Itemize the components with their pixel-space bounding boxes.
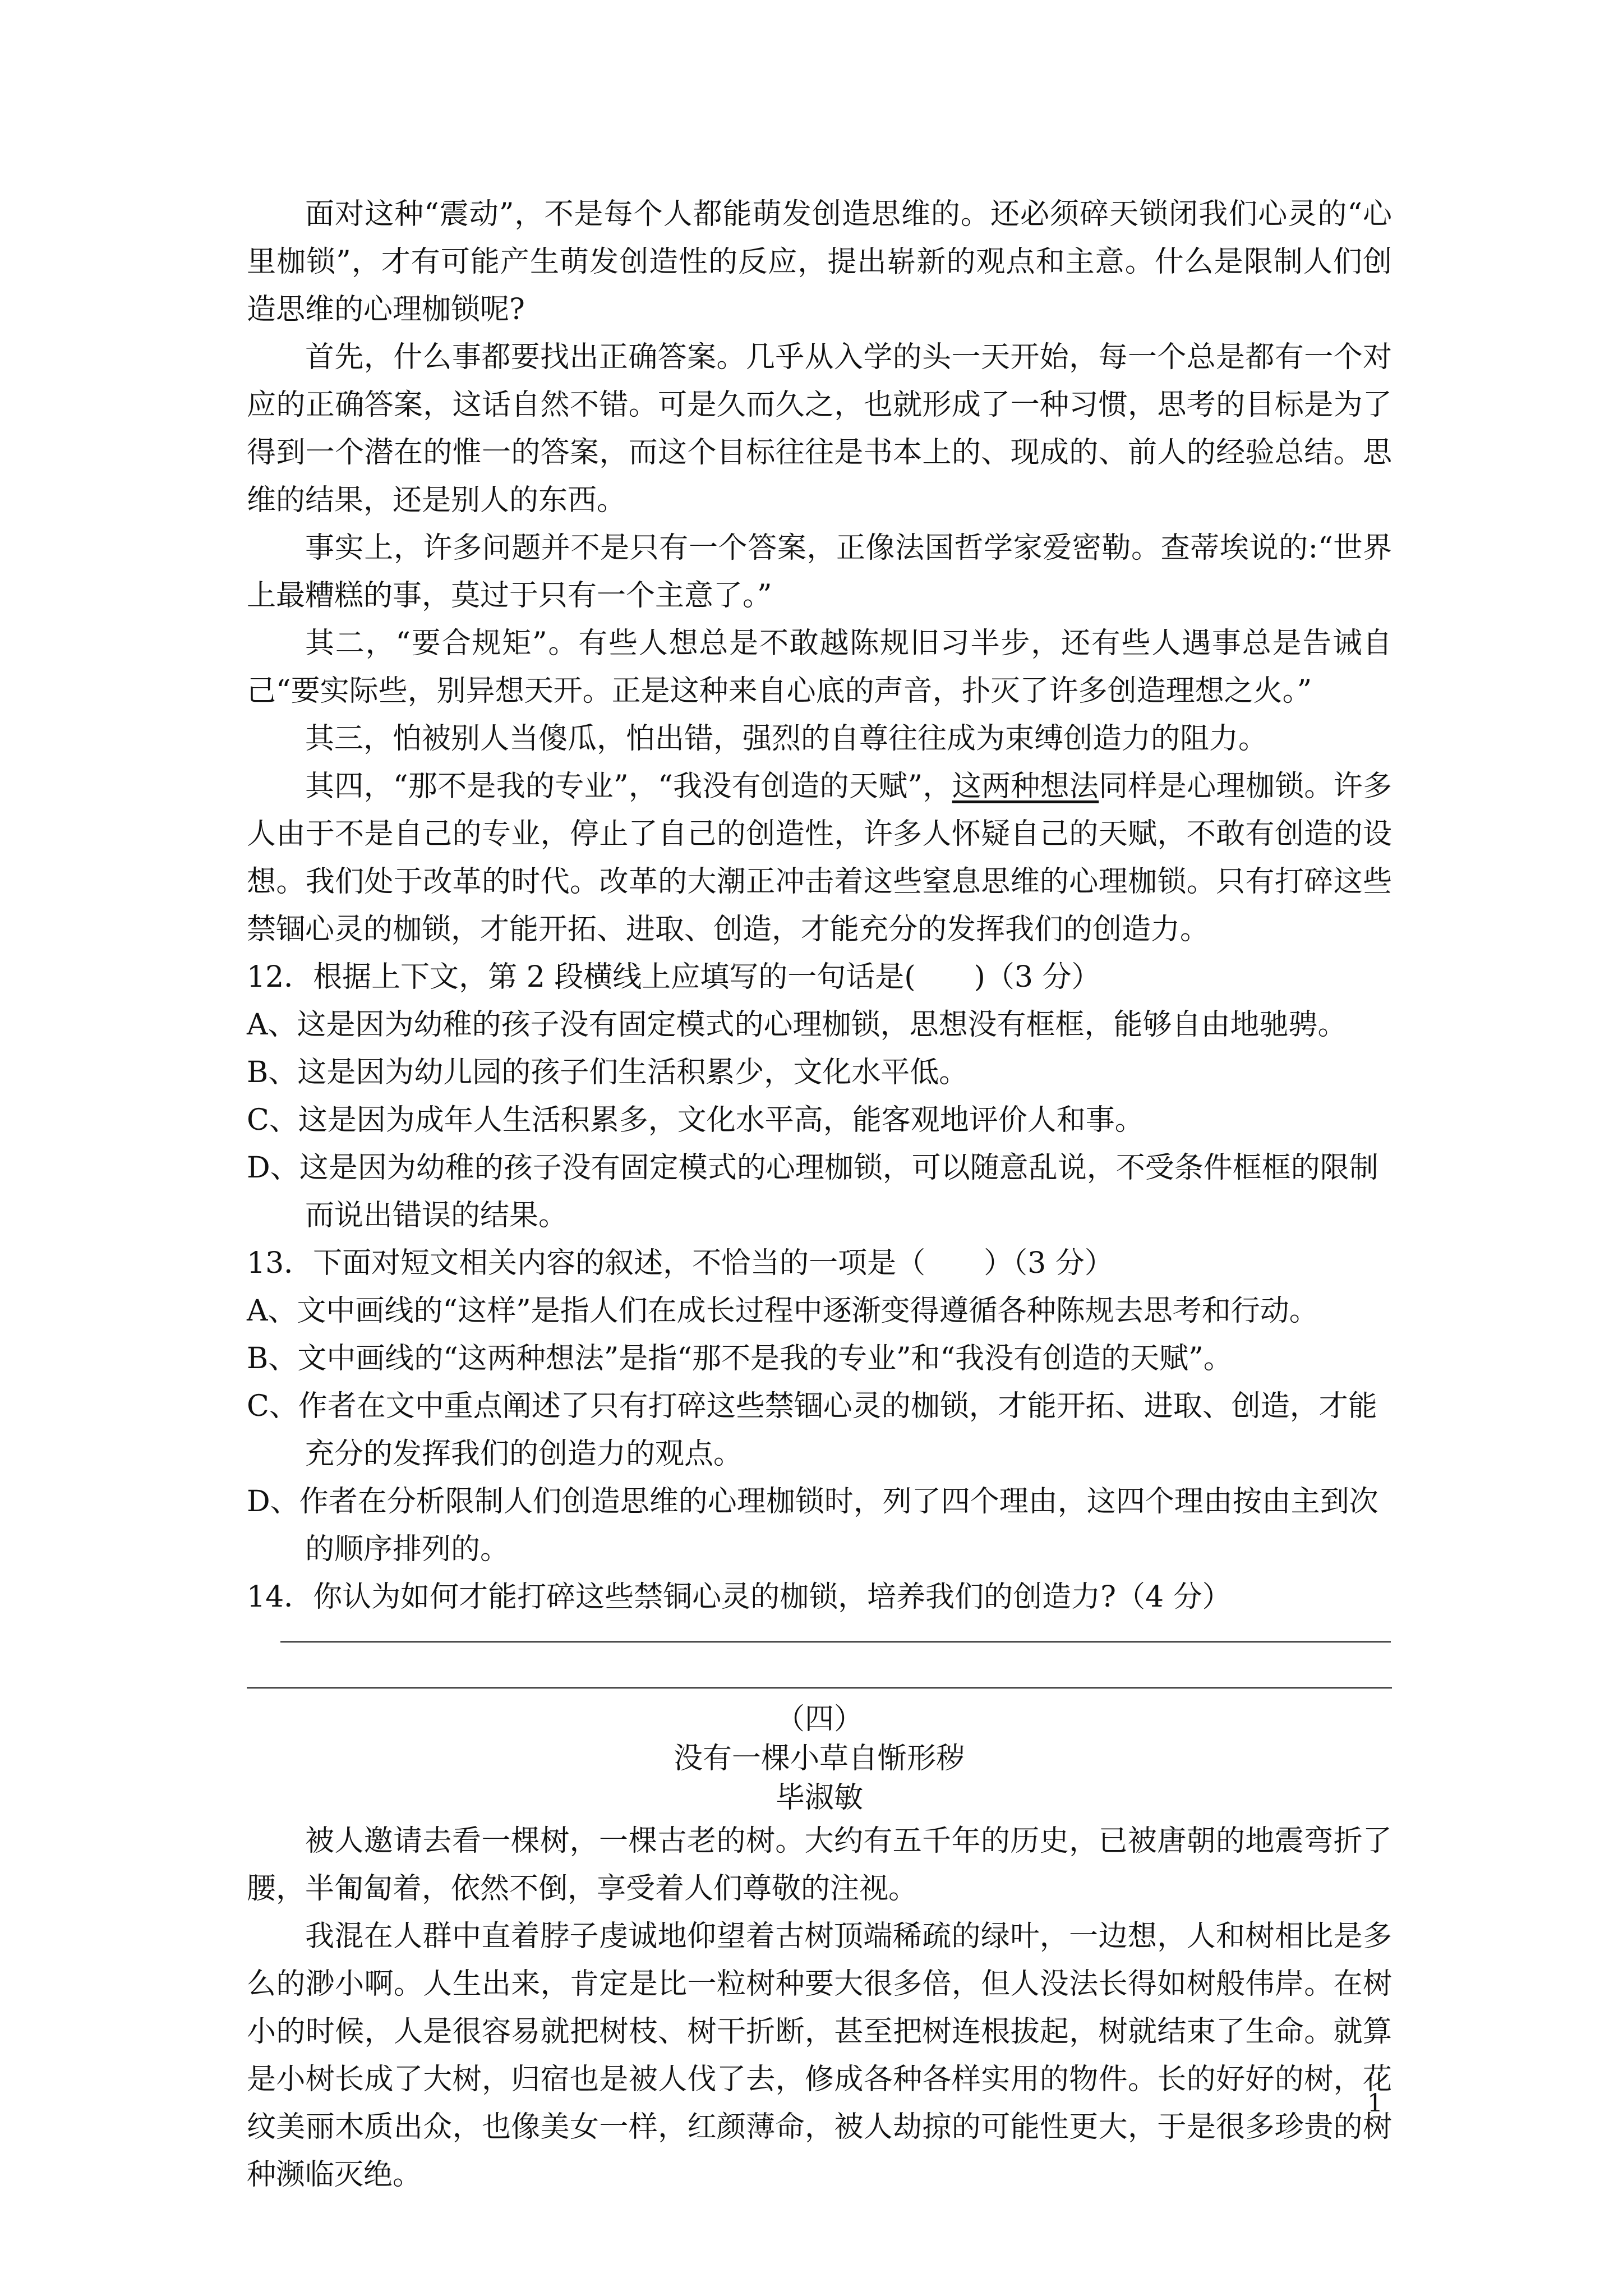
question-13-option-a: A、文中画线的“这样”是指人们在成长过程中逐渐变得遵循各种陈规去思考和行动。 [247,1294,1318,1328]
answer-line-2 [247,1687,1392,1688]
paragraph-fact: 事实上，许多问题并不是只有一个答案，正像法国哲学家爱密勒。查蒂埃说的:“世界上最糟糕的事，莫过于只有一个主意了。” [247,531,1392,613]
question-14-stem: 14．你认为如何才能打碎这些禁铜心灵的枷锁，培养我们的创造力?（4 分） [247,1580,1232,1614]
underlined-phrase: 这两种想法 [952,770,1099,803]
section-number: （四） [775,1703,863,1736]
paragraph-first: 首先，什么事都要找出正确答案。几乎从入学的头一天开始，每一个总是都有一个对应的正确答案，这话自然不错。可是久而久之，也就形成了一种习惯，思考的目标是为了得到一个潜在的惟一的答案，而这个目标往往是书本上的、现成的、前人的经验总结。思维的结果，还是别人的东西。 [247,341,1392,517]
question-12-option-a: A、这是因为幼稚的孩子没有固定模式的心理枷锁，思想没有框框，能够自由地驰骋。 [247,1008,1347,1042]
paragraph-fourth-before: 其四，“那不是我的专业”，“我没有创造的天赋”， [305,770,952,803]
question-13-option-b: B、文中画线的“这两种想法”是指“那不是我的专业”和“我没有创造的天赋”。 [247,1342,1233,1375]
answer-line-1 [280,1641,1391,1642]
paragraph-second: 其二，“要合规矩”。有些人想总是不敢越陈规旧习半步，还有些人遇事总是告诫自己“要实际些，别异想天开。正是这种来自心底的声音，扑灭了许多创造理想之火。” [247,627,1392,708]
section-paragraph-1: 被人邀请去看一棵树，一棵古老的树。大约有五千年的历史，已被唐朝的地震弯折了腰，半匍匐着，依然不倒，享受着人们尊敬的注视。 [247,1824,1392,1906]
section-title: 没有一棵小草自惭形秽 [673,1742,965,1775]
question-12-option-d: D、这是因为幼稚的孩子没有固定模式的心理枷锁，可以随意乱说，不受条件框框的限制而说出错误的结果。 [247,1151,1378,1232]
document-body [247,191,1392,2199]
question-12-option-b: B、这是因为幼儿园的孩子们生活积累少，文化水平低。 [247,1056,969,1089]
question-13-option-d: D、作者在分析限制人们创造思维的心理枷锁时，列了四个理由，这四个理由按由主到次的顺序排列的。 [247,1485,1378,1566]
paragraph-intro: 面对这种“震动”，不是每个人都能萌发创造思维的。还必须碎天锁闭我们心灵的“心里枷锁”，才有可能产生萌发创造性的反应，提出崭新的观点和主意。什么是限制人们创造思维的心理枷锁呢? [247,197,1392,326]
question-12-stem: 12．根据上下文，第 2 段横线上应填写的一句话是( )（3 分） [247,960,1101,994]
question-12-option-c: C、这是因为成年人生活积累多，文化水平高，能客观地评价人和事。 [247,1103,1144,1137]
paragraph-fourth [247,763,1392,954]
section-paragraph-2: 我混在人群中直着脖子虔诚地仰望着古树顶端稀疏的绿叶，一边想，人和树相比是多么的渺小啊。人生出来，肯定是比一粒树种要大很多倍，但人没法长得如树般伟岸。在树小的时候，人是很容易就把树枝、树干折断，甚至把树连根拔起，树就结束了生命。就算是小树长成了大树，归宿也是被人伐了去，修成各种各样实用的物件。长的好好的树，花纹美丽木质出众，也像美女一样，红颜薄命，被人劫掠的可能性更大，于是很多珍贵的树种濒临灭绝。 [247,1920,1392,2192]
section-author: 毕淑敏 [775,1781,863,1815]
question-13-option-c: C、作者在文中重点阐述了只有打碎这些禁锢心灵的枷锁，才能开拓、进取、创造，才能充分的发挥我们的创造力的观点。 [247,1389,1377,1471]
paragraph-third: 其三，怕被别人当傻瓜，怕出错，强烈的自尊往往成为束缚创造力的阻力。 [305,722,1268,756]
paragraph-fourth-after: 同样是心理枷锁。许多人由于不是自己的专业，停止了自己的创造性，许多人怀疑自己的天赋，不敢有创造的设想。我们处于改革的时代。改革的大潮正冲击着这些窒息思维的心理枷锁。只有打碎这些禁锢心灵的枷锁，才能开拓、进取、创造，才能充分的发挥我们的创造力。 [247,770,1392,946]
page-number: 1 [1367,2089,1383,2118]
question-13-stem: 13．下面对短文相关内容的叙述，不恰当的一项是（ ）（3 分） [247,1246,1114,1280]
